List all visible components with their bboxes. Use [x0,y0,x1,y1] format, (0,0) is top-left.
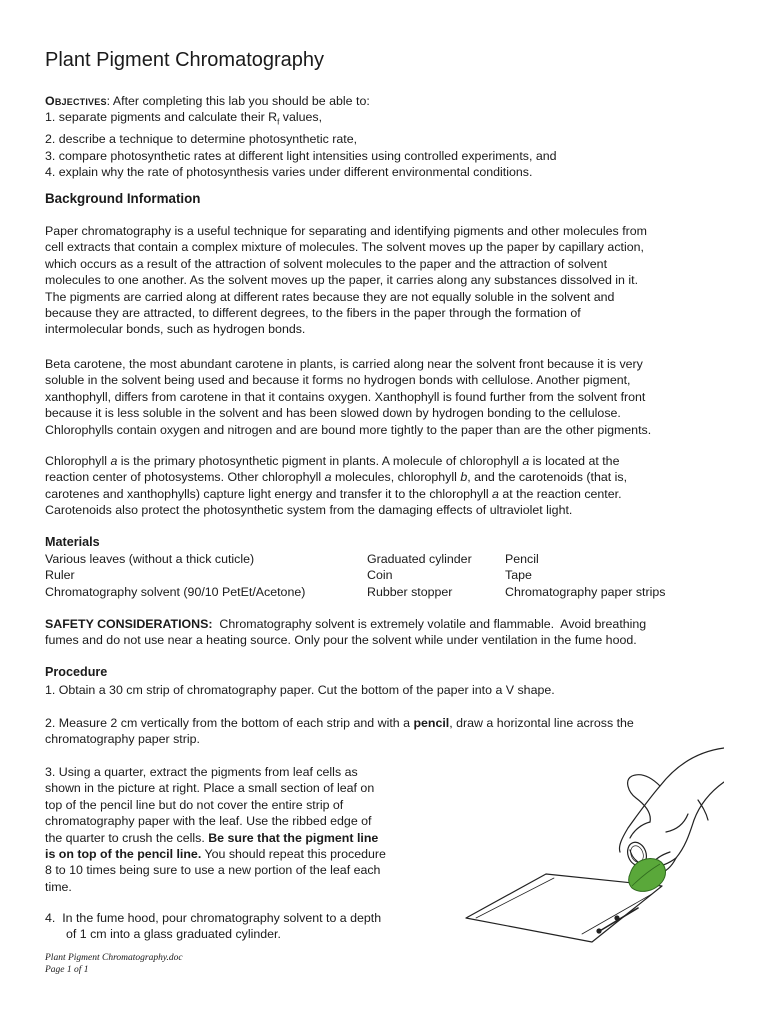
objectives-intro: : After completing this lab you should be able to: [106,94,370,108]
footer-filename: Plant Pigment Chromatography.doc [45,953,183,963]
procedure-step-3: 3. Using a quarter, extract the pigments from leaf cells as shown in the picture at right. Place a small section of leaf on top of the pencil line but do not cover the entire strip of chromatography paper with the leaf. Use the ribbed edge of the quarter to crush the cells. Be sure that the pigment line is on top of the pencil line. You should repeat this procedure 8 to 10 times being sure to use a new portion of the leaf each time. [45,765,386,894]
background-paragraph-3: Chlorophyll a is the primary photosynthetic pigment in plants. A molecule of chlorophyll a is located at the reaction center of photosystems. Other chlorophyll a molecules, chlorophyll b, and the carotenoids (that is, carotenes and xanthophylls) capture light energy and transfer it to the chlorophyll a at the reaction center. Carotenoids also protect the photosynthetic system from the damaging effects of ultraviolet light. [45,454,628,518]
material-item: Graduated cylinder [367,552,472,566]
material-item: Chromatography paper strips [505,584,666,599]
procedure-heading: Procedure [45,665,108,679]
materials-table [45,551,705,600]
material-item: Various leaves (without a thick cuticle) [45,552,255,566]
footer [45,952,183,976]
procedure-step-1: 1. Obtain a 30 cm strip of chromatography paper. Cut the bottom of the paper into a V shape. [45,683,555,697]
background-paragraph-1: Paper chromatography is a useful technique for separating and identifying pigments and other molecules from cell extracts that contain a complex mixture of molecules. The solvent moves up the paper by capillary action, which occurs as a result of the attraction of solvent molecules to the paper and the attraction of solvent molecules to one another. As the solvent moves up the paper, it carries along any substances dissolved in it. The pigments are carried along at different rates because they are not equally soluble in the solvent and because they are attracted, to different degrees, to the fibers in the paper through the formation of intermolecular bonds, such as hydrogen bonds. [45,224,647,337]
materials-heading: Materials [45,535,100,549]
objective-item: 1. separate pigments and calculate their $R_f$ values, [45,110,323,127]
safety-label: SAFETY CONSIDERATIONS: [45,617,213,631]
hand-crushing-leaf-with-coin-icon [462,742,724,952]
material-item: Pencil [505,552,539,566]
objective-item: 4. explain why the rate of photosynthesis varies under different environmental conditions. [45,165,533,180]
material-item: Ruler [45,568,75,583]
footer-page-number: Page 1 of 1 [45,965,89,975]
procedure-step-2: 2. Measure 2 cm vertically from the bottom of each strip and with a pencil, draw a horizontal line across the chromatography paper strip. [45,716,634,747]
page-title: Plant Pigment Chromatography [45,49,325,71]
background-heading: Background Information [45,191,201,206]
objective-item: 3. compare photosynthetic rates at different light intensities using controlled experiments, and [45,148,557,163]
objective-item: 2. describe a technique to determine photosynthetic rate, [45,132,358,147]
leaf [629,859,666,892]
material-item: Tape [505,568,532,583]
objectives-label: Objectives [45,94,107,108]
background-paragraph-2: Beta carotene, the most abundant carotene in plants, is carried along near the solvent front because it is very soluble in the solvent being used and because it forms no hydrogen bonds with cellulose. Another pigment, xanthophyll, differs from carotene in that it contains oxygen. Xanthophyll is found further from the solvent front because it is less soluble in the solvent and has been slowed down by hydrogen bonding to the cellulose. Chlorophylls contain oxygen and nitrogen and are bound more tightly to the paper than are the other pigments. [45,357,652,437]
safety-section: SAFETY CONSIDERATIONS: Chromatography solvent is extremely volatile and flammable. Avoid breathing fumes and do not use near a heating source. Only pour the solvent while under ventilation in the fume hood. [45,617,647,648]
material-item: Coin [367,568,393,583]
material-item: Chromatography solvent (90/10 PetEt/Acetone) [45,584,306,599]
objectives-section [45,93,557,181]
procedure-step-4: 4. In the fume hood, pour chromatography solvent to a depth of 1 cm into a glass graduated cylinder. [45,911,382,942]
material-item: Rubber stopper [367,584,453,599]
